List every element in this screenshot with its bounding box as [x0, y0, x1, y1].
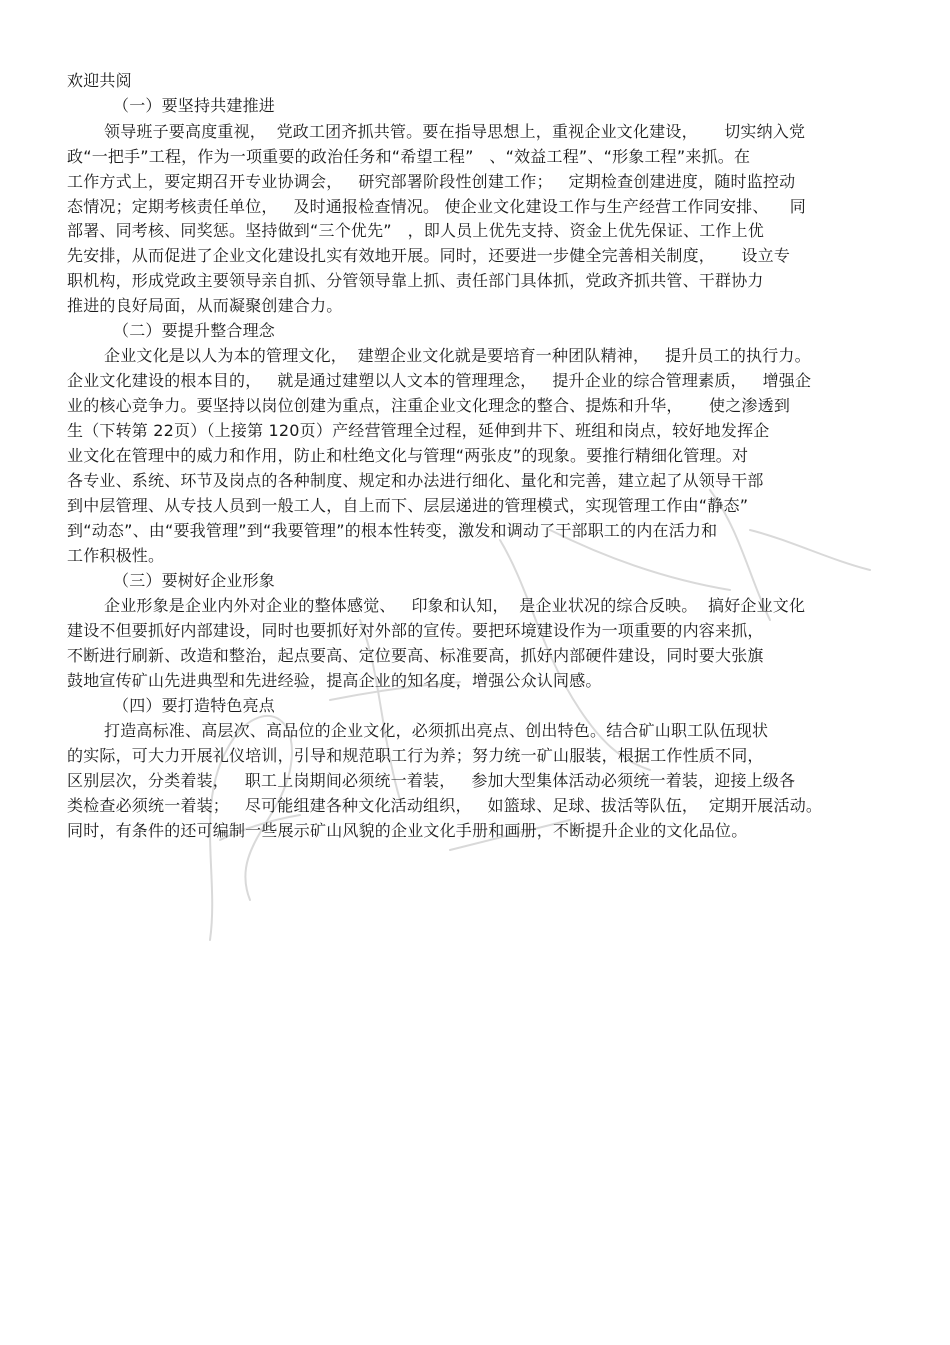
text-line: （二）要提升整合理念	[113, 321, 276, 340]
text-line: 政“一把手”工程，作为一项重要的政治任务和“希望工程” 、“效益工程”、“形象工程”来抓。在	[67, 147, 751, 166]
text-line: （三）要树好企业形象	[113, 571, 276, 590]
text-line: 企业文化是以人为本的管理文化， 建塑企业文化就是要培育一种团队精神， 提升员工的执行力。	[104, 346, 811, 365]
text-line: 推进的良好局面，从而凝聚创建合力。	[67, 296, 343, 315]
text-line: 态情况；定期考核责任单位， 及时通报检查情况。 使企业文化建设工作与生产经营工作同安排、 同	[67, 197, 806, 216]
text-line: 业文化在管理中的威力和作用，防止和杜绝文化与管理“两张皮”的现象。要推行精细化管理。对	[67, 446, 749, 465]
text-line: 不断进行刷新、改造和整治，起点要高、定位要高、标准要高，抓好内部硬件建设，同时要大张旗	[67, 646, 764, 665]
text-line: 到“动态”、由“要我管理”到“我要管理”的根本性转变，激发和调动了干部职工的内在活力和	[67, 521, 718, 540]
text-line: 类检查必须统一着装； 尽可能组建各种文化活动组织， 如篮球、足球、拔活等队伍， 定期开展活动。	[67, 796, 823, 815]
text-line: 的实际，可大力开展礼仪培训，引导和规范职工行为养；努力统一矿山服装，根据工作性质不同，	[67, 746, 764, 765]
page-header: 欢迎共阅	[67, 71, 132, 90]
text-line: 部署、同考核、同奖惩。坚持做到“三个优先” ，即人员上优先支持、资金上优先保证、工作上优	[67, 221, 765, 240]
text-line: 领导班子要高度重视， 党政工团齐抓共管。要在指导思想上，重视企业文化建设， 切实纳入党	[104, 122, 806, 141]
text-line: （一）要坚持共建推进	[113, 96, 276, 115]
text-line: 企业文化建设的根本目的， 就是通过建塑以人文本的管理理念， 提升企业的综合管理素质， 增强企	[67, 371, 812, 390]
text-line: 企业形象是企业内外对企业的整体感觉、 印象和认知， 是企业状况的综合反映。 搞好企业文化	[104, 596, 806, 615]
text-line: 同时，有条件的还可编制一些展示矿山风貌的企业文化手册和画册，不断提升企业的文化品位。	[67, 821, 748, 840]
text-line: 打造高标准、高层次、高品位的企业文化，必须抓出亮点、创出特色。结合矿山职工队伍现状	[104, 721, 769, 740]
text-line: 鼓地宣传矿山先进典型和先进经验，提高企业的知名度，增强公众认同感。	[67, 671, 602, 690]
text-line: 到中层管理、从专技人员到一般工人，自上而下、层层递进的管理模式，实现管理工作由“静态”	[67, 496, 749, 515]
text-line: 工作积极性。	[67, 546, 165, 565]
text-line: 区别层次，分类着装， 职工上岗期间必须统一着装， 参加大型集体活动必须统一着装，迎接上级各	[67, 771, 796, 790]
text-line: 业的核心竞争力。要坚持以岗位创建为重点，注重企业文化理念的整合、提炼和升华， 使之渗透到	[67, 396, 791, 415]
text-line: 工作方式上，要定期召开专业协调会， 研究部署阶段性创建工作； 定期检查创建进度，随时监控动	[67, 172, 796, 191]
text-line: 生（下转第 22页）（上接第 120页）产经营管理全过程，延伸到井下、班组和岗点，较好地发挥企	[67, 421, 770, 440]
text-line: 各专业、系统、环节及岗点的各种制度、规定和办法进行细化、量化和完善，建立起了从领导干部	[67, 471, 764, 490]
text-line: 先安排，从而促进了企业文化建设扎实有效地开展。同时，还要进一步健全完善相关制度， 设立专	[67, 246, 791, 265]
text-line: 建设不但要抓好内部建设，同时也要抓好对外部的宣传。要把环境建设作为一项重要的内容来抓，	[67, 621, 764, 640]
text-line: （四）要打造特色亮点	[113, 696, 276, 715]
text-line: 职机构，形成党政主要领导亲自抓、分管领导靠上抓、责任部门具体抓，党政齐抓共管、干群协力	[67, 271, 764, 290]
